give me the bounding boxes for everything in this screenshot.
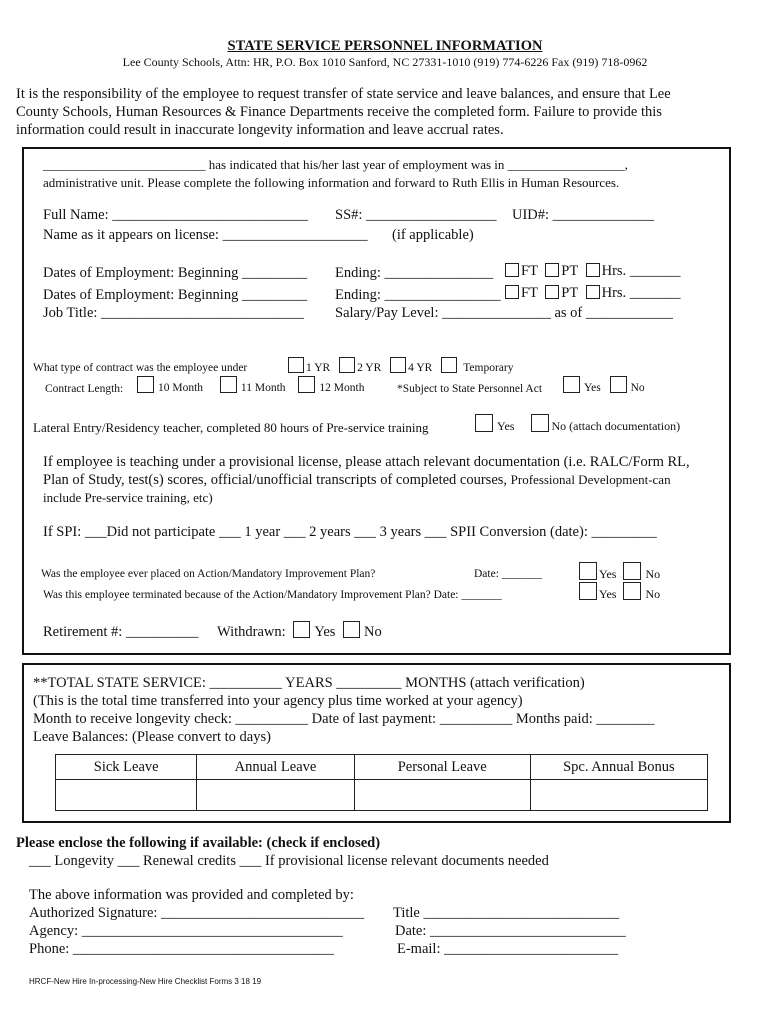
intro-line-2: County Schools, Human Resources & Finance Departments receive the completed form. Failure to provide this: [16, 104, 662, 120]
withdrawn-label: Withdrawn:: [217, 624, 286, 640]
ft-pt-row-1: [505, 263, 681, 280]
contract-length-label: Contract Length:: [45, 383, 124, 395]
col-annual-leave: Annual Leave: [197, 755, 354, 780]
act-no-checkbox[interactable]: [610, 376, 627, 393]
title-field[interactable]: Title ___________________________: [393, 905, 620, 921]
withdrawn-no-checkbox[interactable]: [343, 621, 360, 638]
pt-checkbox-2[interactable]: [545, 285, 559, 299]
11-month-label: 11 Month: [240, 382, 286, 394]
leave-balances-table: [55, 754, 708, 811]
ft-checkbox-2[interactable]: [505, 285, 519, 299]
4yr-checkbox[interactable]: [390, 357, 406, 373]
ending-1[interactable]: Ending: _______________: [335, 265, 494, 281]
date-field[interactable]: Date: ___________________________: [395, 923, 626, 939]
no-attach-label: No (attach documentation): [551, 419, 681, 433]
yes-label: Yes: [497, 419, 515, 433]
spi-line[interactable]: If SPI: ___Did not participate ___ 1 year ___ 2 years ___ 3 years ___ SPII Conversion (date): _________: [43, 524, 657, 540]
1yr-checkbox[interactable]: [288, 357, 304, 373]
action-plan-question-2[interactable]: Was this employee terminated because of the Action/Mandatory Improvement Plan? Date: _______: [43, 589, 502, 601]
action-no-checkbox-1[interactable]: [623, 562, 641, 580]
act-yes-checkbox[interactable]: [563, 376, 580, 393]
contract-length-options: [137, 376, 364, 394]
intro-line-1: It is the responsibility of the employee to request transfer of state service and leave balances, and ensure that Lee: [16, 86, 671, 102]
table-header-row: [56, 755, 708, 780]
subject-act-options: [563, 376, 645, 394]
spc-annual-bonus-cell[interactable]: [530, 780, 707, 811]
no-label: No: [364, 624, 382, 640]
if-applicable-label: (if applicable): [392, 227, 474, 243]
instructions-line: administrative unit. Please complete the following information and forward to Ruth Ellis in Human Resources.: [43, 175, 620, 190]
2yr-label: 2 YR: [357, 362, 382, 374]
subject-act-label: *Subject to State Personnel Act: [397, 383, 543, 395]
no-label: No: [630, 382, 645, 394]
provisional-line-3: include Pre-service training, etc): [43, 490, 213, 505]
action-plan-options-1: [579, 562, 660, 582]
email-field[interactable]: E-mail: ________________________: [397, 941, 619, 957]
yes-label: Yes: [314, 624, 336, 640]
10-month-label: 10 Month: [158, 382, 204, 394]
ft-label: FT: [521, 285, 538, 301]
yes-label: Yes: [599, 587, 617, 601]
hrs-checkbox-1[interactable]: [586, 263, 600, 277]
col-sick-leave: Sick Leave: [56, 755, 197, 780]
no-label: No: [645, 567, 661, 581]
license-name-field[interactable]: Name as it appears on license: ____________________: [43, 227, 368, 243]
last-employment-line[interactable]: _________________________ has indicated that his/her last year of employment was in __________________,: [43, 157, 628, 172]
ft-checkbox-1[interactable]: [505, 263, 519, 277]
provisional-line-1: If employee is teaching under a provisional license, please attach relevant documentation (i.e. RALC/Form RL,: [43, 454, 690, 470]
action-yes-checkbox-1[interactable]: [579, 562, 597, 580]
withdrawn-yes-checkbox[interactable]: [293, 621, 310, 638]
11-month-checkbox[interactable]: [220, 376, 237, 393]
uid-field[interactable]: UID#: ______________: [512, 207, 655, 223]
lateral-no-checkbox[interactable]: [531, 414, 549, 432]
yes-label: Yes: [599, 567, 617, 581]
retirement-field[interactable]: Retirement #: __________: [43, 624, 199, 640]
withdrawn-row: [217, 621, 382, 641]
hrs-checkbox-2[interactable]: [586, 285, 600, 299]
contract-question: What type of contract was the employee under: [33, 362, 248, 374]
total-note: (This is the total time transferred into your agency plus time worked at your agency): [33, 693, 523, 709]
no-label: No: [645, 587, 661, 601]
lateral-entry-question: Lateral Entry/Residency teacher, completed 80 hours of Pre-service training: [33, 420, 429, 435]
authorized-signature-field[interactable]: Authorized Signature: ____________________________: [29, 905, 365, 921]
ending-2[interactable]: Ending: ________________: [335, 287, 501, 303]
provided-by-label: The above information was provided and completed by:: [29, 887, 354, 903]
12-month-checkbox[interactable]: [298, 376, 315, 393]
lateral-options: [475, 414, 680, 434]
action-plan-question-1: Was the employee ever placed on Action/Mandatory Improvement Plan?: [41, 568, 376, 580]
page-title: STATE SERVICE PERSONNEL INFORMATION: [227, 38, 543, 54]
table-row: [56, 780, 708, 811]
full-name-field[interactable]: Full Name: ___________________________: [43, 207, 309, 223]
temporary-label: Temporary: [463, 362, 514, 374]
personal-leave-cell[interactable]: [354, 780, 530, 811]
ft-label: FT: [521, 263, 538, 279]
col-spc-annual-bonus: Spc. Annual Bonus: [530, 755, 707, 780]
4yr-label: 4 YR: [408, 362, 433, 374]
contract-options: [288, 357, 513, 374]
provisional-line-2b: Professional Development-can: [510, 472, 671, 487]
action-plan-date-1[interactable]: Date: _______: [474, 568, 543, 580]
sick-leave-cell[interactable]: [56, 780, 197, 811]
ss-field[interactable]: SS#: __________________: [335, 207, 497, 223]
action-plan-options-2: [579, 582, 660, 602]
action-yes-checkbox-2[interactable]: [579, 582, 597, 600]
12-month-label: 12 Month: [319, 382, 365, 394]
footer-text: HRCF-New Hire In-processing-New Hire Checklist Forms 3 18 19: [29, 977, 262, 986]
phone-field[interactable]: Phone: ____________________________________: [29, 941, 334, 957]
annual-leave-cell[interactable]: [197, 780, 354, 811]
provisional-line-2a: Plan of Study, test(s) scores, official/unofficial transcripts of completed courses,: [43, 472, 508, 488]
2yr-checkbox[interactable]: [339, 357, 355, 373]
longevity-line[interactable]: Month to receive longevity check: __________ Date of last payment: __________ Months paid: ________: [33, 711, 655, 727]
total-state-service[interactable]: **TOTAL STATE SERVICE: __________ YEARS _________ MONTHS (attach verification): [33, 675, 585, 691]
lateral-yes-checkbox[interactable]: [475, 414, 493, 432]
dates-beginning-2[interactable]: Dates of Employment: Beginning _________: [43, 287, 308, 303]
provisional-line-2: [43, 472, 671, 489]
address-line: Lee County Schools, Attn: HR, P.O. Box 1010 Sanford, NC 27331-1010 (919) 774-6226 Fax (919) 718-0962: [122, 55, 648, 69]
agency-field[interactable]: Agency: ____________________________________: [29, 923, 343, 939]
job-title-field[interactable]: Job Title: ____________________________: [43, 305, 305, 321]
pt-label: PT: [561, 285, 578, 301]
hrs-field-1[interactable]: Hrs. _______: [601, 263, 681, 279]
1yr-label: 1 YR: [306, 362, 331, 374]
pt-label: PT: [561, 263, 578, 279]
temporary-checkbox[interactable]: [441, 357, 457, 373]
hrs-field-2[interactable]: Hrs. _______: [601, 285, 681, 301]
yes-label: Yes: [584, 382, 601, 394]
intro-line-3: information could result in inaccurate longevity information and leave accrual rates.: [16, 122, 504, 138]
leave-balances-label: Leave Balances: (Please convert to days): [33, 729, 271, 745]
dates-beginning-1[interactable]: Dates of Employment: Beginning _________: [43, 265, 308, 281]
enclose-heading: Please enclose the following if available: (check if enclosed): [16, 835, 381, 851]
pt-checkbox-1[interactable]: [545, 263, 559, 277]
salary-field[interactable]: Salary/Pay Level: _______________ as of ____________: [335, 305, 673, 321]
action-no-checkbox-2[interactable]: [623, 582, 641, 600]
10-month-checkbox[interactable]: [137, 376, 154, 393]
col-personal-leave: Personal Leave: [354, 755, 530, 780]
ft-pt-row-2: [505, 285, 681, 302]
enclose-items[interactable]: ___ Longevity ___ Renewal credits ___ If provisional license relevant documents needed: [29, 853, 549, 869]
